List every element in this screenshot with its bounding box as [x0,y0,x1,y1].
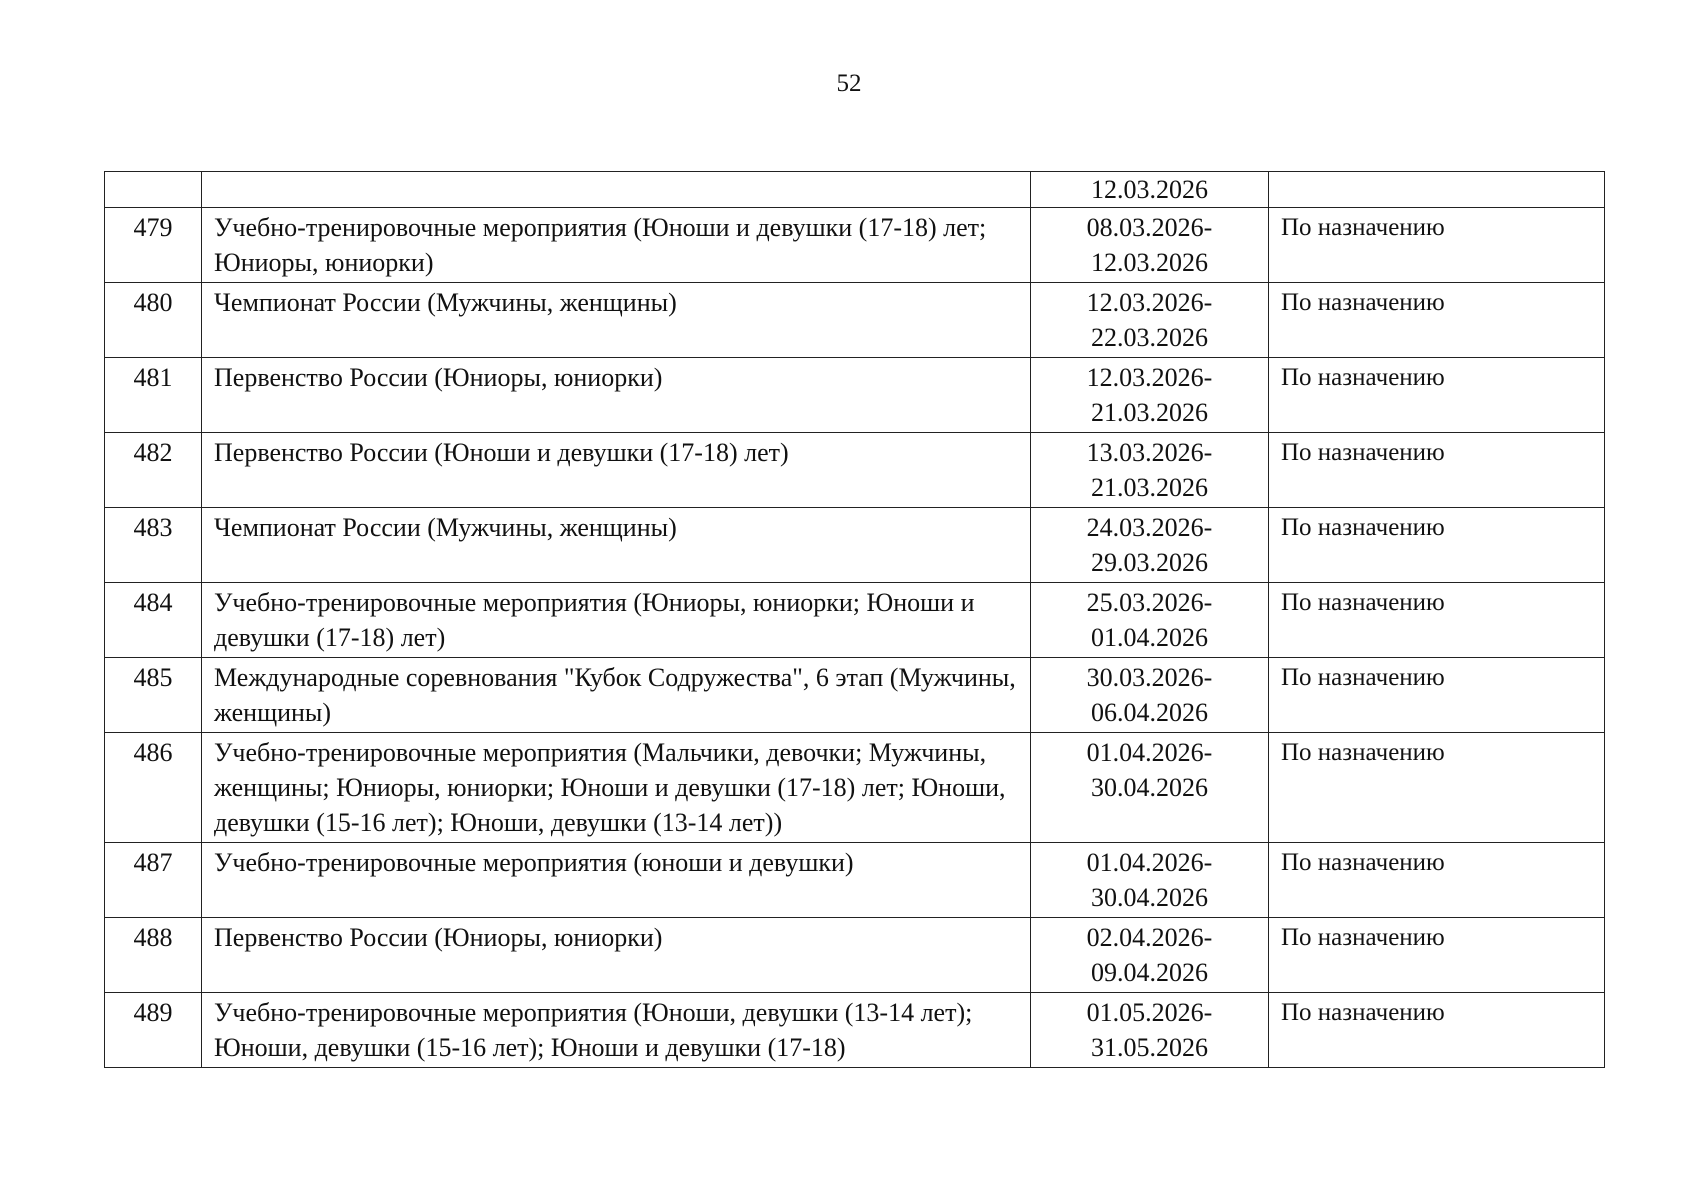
event-name: Учебно-тренировочные мероприятия (юноши и девушки) [202,843,1031,918]
events-table [104,171,1605,1068]
page-number: 52 [836,70,862,97]
event-place: По назначению [1269,433,1605,508]
event-place: По назначению [1269,358,1605,433]
event-name: Первенство России (Юниоры, юниорки) [202,358,1031,433]
row-number: 488 [105,918,202,993]
event-name: Чемпионат России (Мужчины, женщины) [202,508,1031,583]
event-place: По назначению [1269,733,1605,843]
event-dates: 12.03.2026- 21.03.2026 [1031,358,1269,433]
table-row [105,993,1605,1068]
table-row [105,658,1605,733]
row-number: 485 [105,658,202,733]
event-place: По назначению [1269,918,1605,993]
event-place: По назначению [1269,658,1605,733]
table-row [105,583,1605,658]
table-row [105,283,1605,358]
row-number: 484 [105,583,202,658]
row-number: 481 [105,358,202,433]
event-place [1269,172,1605,208]
table-row [105,843,1605,918]
table-row [105,733,1605,843]
row-number: 480 [105,283,202,358]
event-name: Учебно-тренировочные мероприятия (Мальчики, девочки; Мужчины, женщины; Юниоры, юниорки; Юноши и девушки (17-18) лет; Юноши, девушки (15-16 лет); Юноши, девушки (13-14 лет)) [202,733,1031,843]
event-dates: 25.03.2026- 01.04.2026 [1031,583,1269,658]
event-place: По назначению [1269,283,1605,358]
event-dates: 12.03.2026 [1031,172,1269,208]
table-row [105,508,1605,583]
row-number [105,172,202,208]
table-row-continuation [105,172,1605,208]
event-place: По назначению [1269,843,1605,918]
event-name: Чемпионат России (Мужчины, женщины) [202,283,1031,358]
event-place: По назначению [1269,508,1605,583]
event-dates: 01.05.2026- 31.05.2026 [1031,993,1269,1068]
event-name: Учебно-тренировочные мероприятия (Юниоры, юниорки; Юноши и девушки (17-18) лет) [202,583,1031,658]
event-place: По назначению [1269,993,1605,1068]
event-dates: 08.03.2026- 12.03.2026 [1031,208,1269,283]
event-name: Международные соревнования "Кубок Содружества", 6 этап (Мужчины, женщины) [202,658,1031,733]
row-number: 489 [105,993,202,1068]
row-number: 482 [105,433,202,508]
table-row [105,433,1605,508]
event-name: Учебно-тренировочные мероприятия (Юноши, девушки (13-14 лет); Юноши, девушки (15-16 лет); Юноши и девушки (17-18) [202,993,1031,1068]
event-dates: 24.03.2026- 29.03.2026 [1031,508,1269,583]
event-dates: 01.04.2026- 30.04.2026 [1031,843,1269,918]
event-dates: 02.04.2026- 09.04.2026 [1031,918,1269,993]
row-number: 479 [105,208,202,283]
event-dates: 13.03.2026- 21.03.2026 [1031,433,1269,508]
row-number: 487 [105,843,202,918]
event-dates: 01.04.2026- 30.04.2026 [1031,733,1269,843]
row-number: 486 [105,733,202,843]
event-dates: 30.03.2026- 06.04.2026 [1031,658,1269,733]
event-name: Первенство России (Юниоры, юниорки) [202,918,1031,993]
event-name [202,172,1031,208]
table-row [105,358,1605,433]
event-name: Первенство России (Юноши и девушки (17-18) лет) [202,433,1031,508]
event-dates: 12.03.2026- 22.03.2026 [1031,283,1269,358]
event-name: Учебно-тренировочные мероприятия (Юноши и девушки (17-18) лет; Юниоры, юниорки) [202,208,1031,283]
event-place: По назначению [1269,583,1605,658]
event-place: По назначению [1269,208,1605,283]
table-row [105,208,1605,283]
row-number: 483 [105,508,202,583]
table-row [105,918,1605,993]
